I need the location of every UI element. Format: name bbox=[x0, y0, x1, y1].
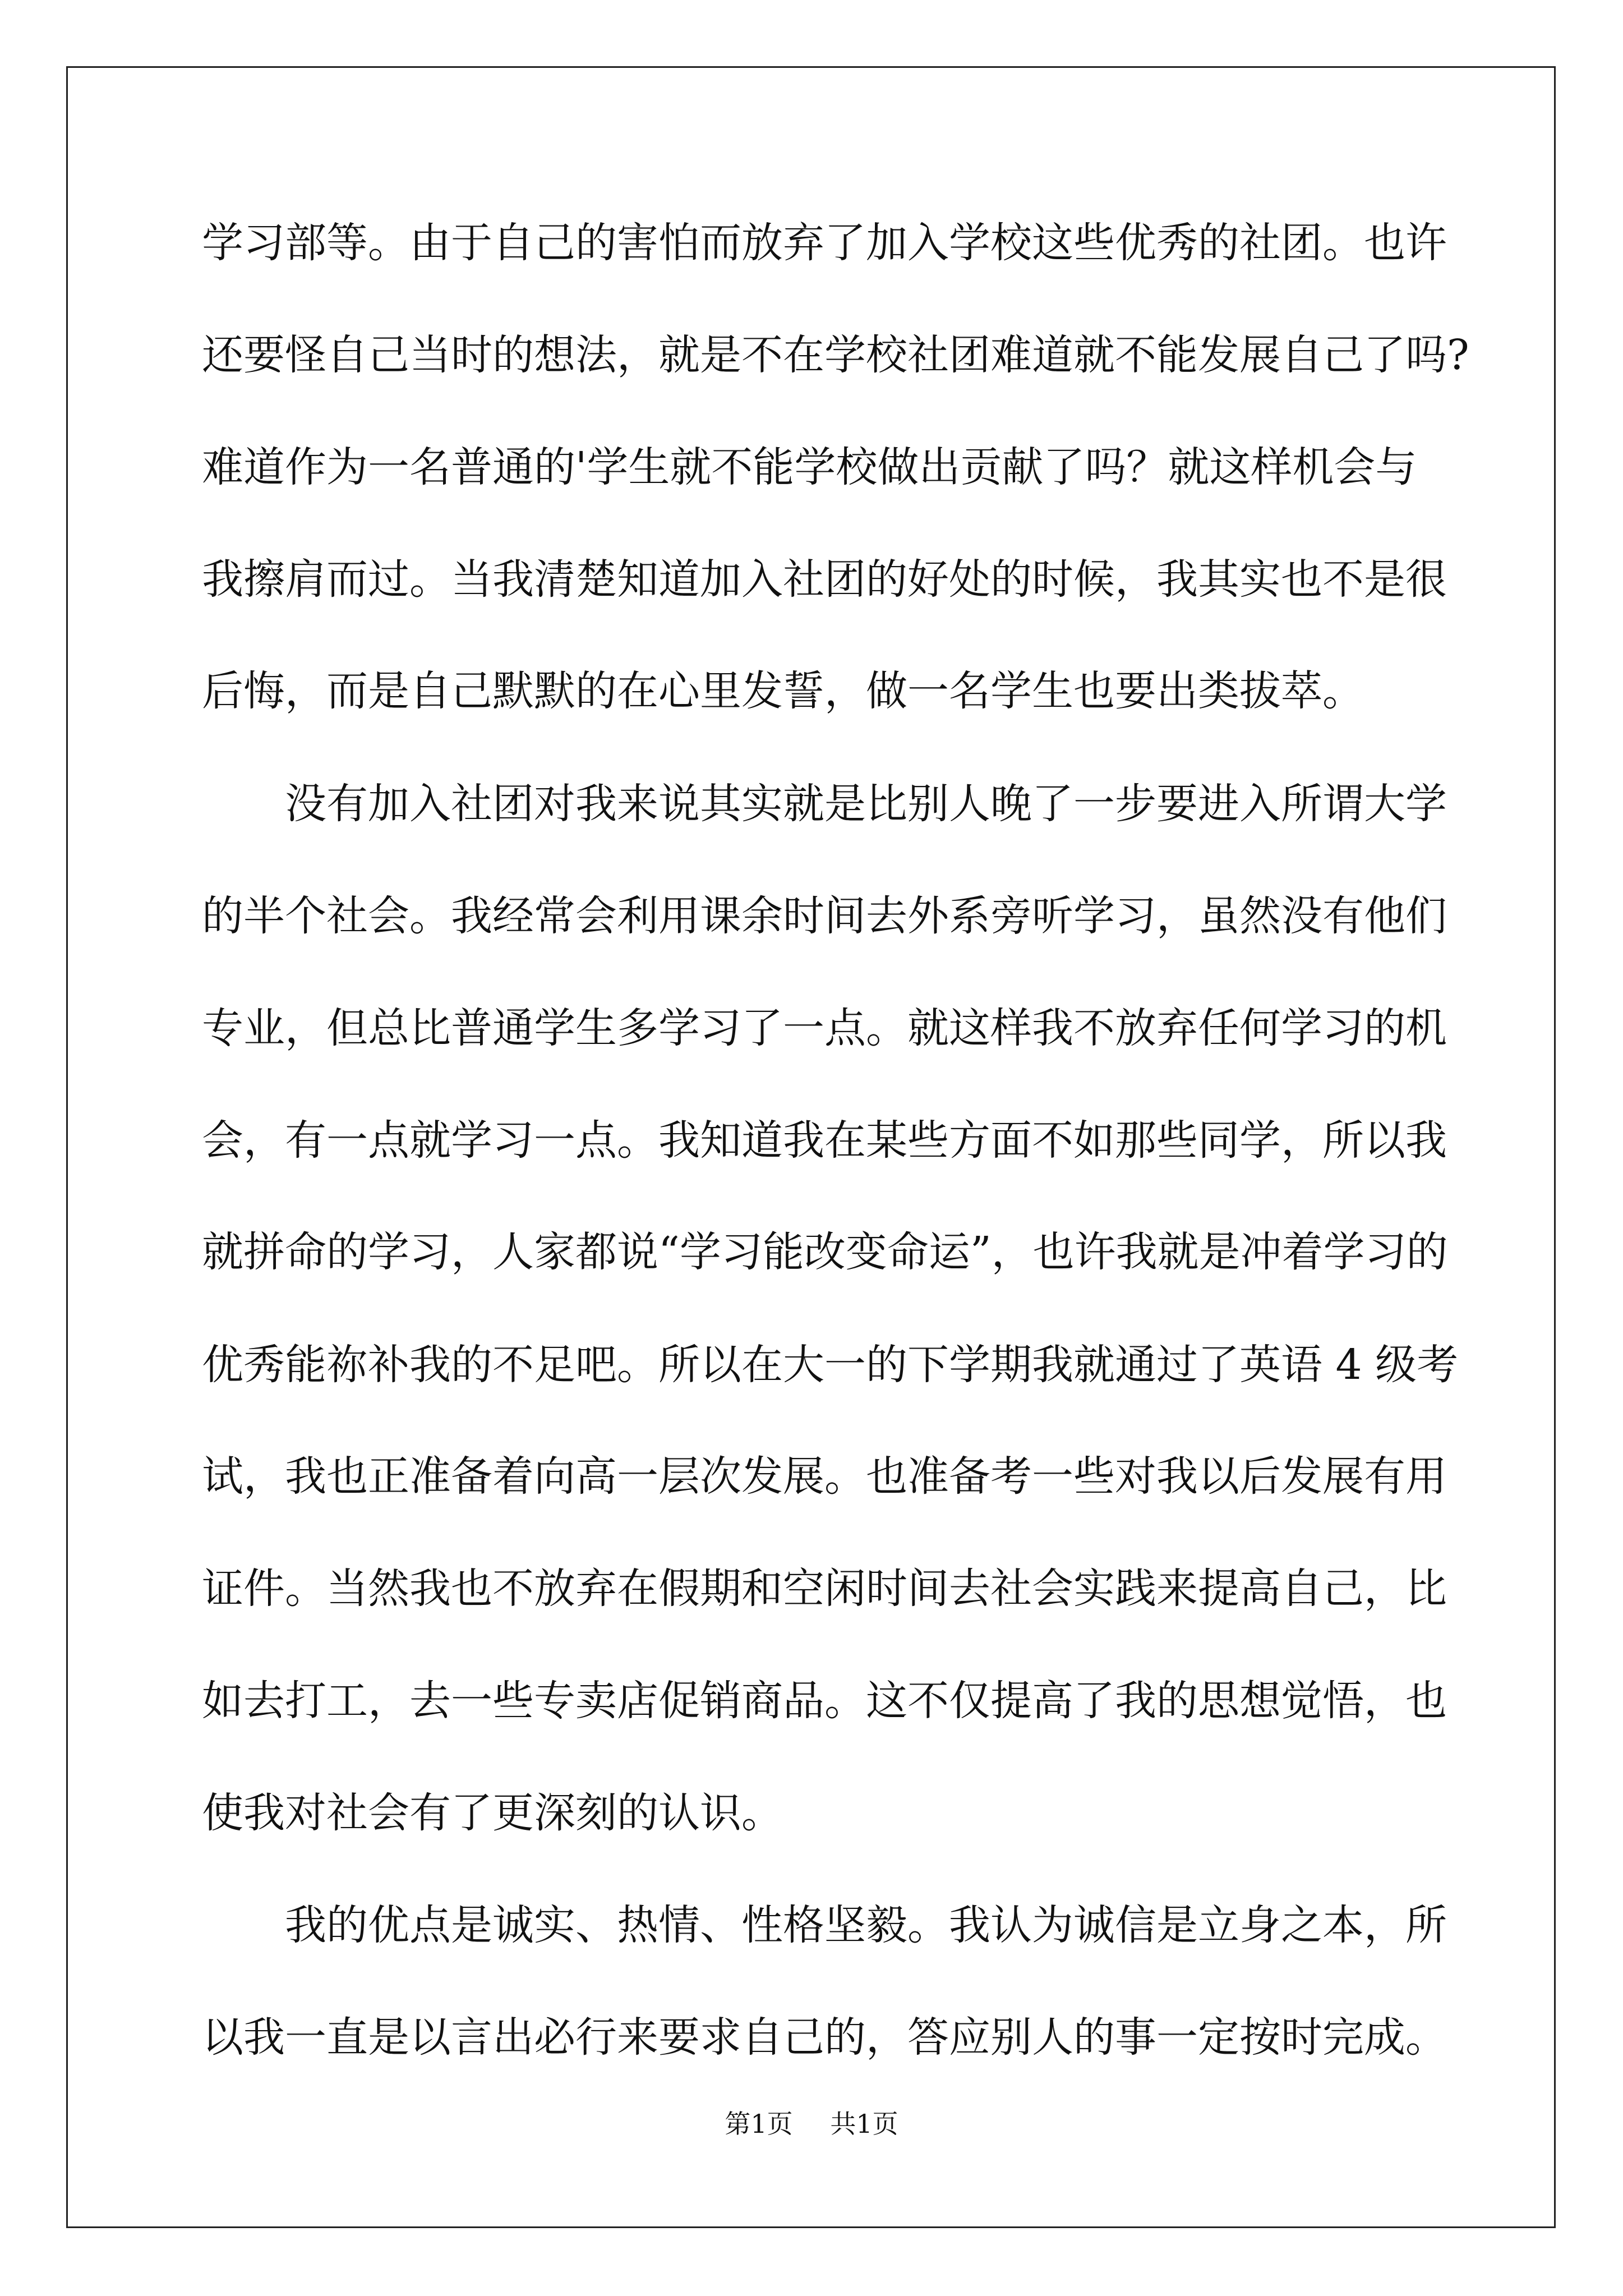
text-line: 如去打工，去一些专卖店促销商品。这不仅提高了我的思想觉悟，也 bbox=[202, 1677, 1447, 1725]
text-line: 试，我也正准备着向高一层次发展。也准备考一些对我以后发展有用 bbox=[202, 1452, 1447, 1501]
text-line: 学习部等。由于自己的害怕而放弃了加入学校这些优秀的社团。也许 bbox=[202, 219, 1447, 267]
page-number: 第1页 bbox=[725, 2109, 793, 2139]
page-footer bbox=[0, 2104, 1623, 2141]
text-line: 使我对社会有了更深刻的认识。 bbox=[202, 1789, 783, 1837]
text-line: 的半个社会。我经常会利用课余时间去外系旁听学习，虽然没有他们 bbox=[202, 892, 1447, 940]
text-line: 就拼命的学习，人家都说“学习能改变命运”，也许我就是冲着学习的 bbox=[202, 1228, 1448, 1276]
text-line: 还要怪自己当时的想法，就是不在学校社团难道就不能发展自己了吗? bbox=[202, 331, 1469, 379]
text-line: 证件。当然我也不放弃在假期和空闲时间去社会实践来提高自己，比 bbox=[202, 1565, 1447, 1613]
page-total: 共1页 bbox=[830, 2109, 898, 2139]
text-line: 专业，但总比普通学生多学习了一点。就这样我不放弃任何学习的机 bbox=[202, 1004, 1447, 1052]
text-line: 优秀能祢补我的不足吧。所以在大一的下学期我就通过了英语 4 级考 bbox=[202, 1341, 1459, 1389]
text-line: 会，有一点就学习一点。我知道我在某些方面不如那些同学，所以我 bbox=[202, 1116, 1447, 1165]
text-line: 后悔，而是自己默默的在心里发誓，做一名学生也要出类拔萃。 bbox=[202, 667, 1364, 715]
text-line: 我擦肩而过。当我清楚知道加入社团的好处的时候，我其实也不是很 bbox=[202, 555, 1447, 604]
text-line: 我的优点是诚实、热情、性格坚毅。我认为诚信是立身之本，所 bbox=[285, 1901, 1447, 1949]
text-line: 难道作为一名普通的'学生就不能学校做出贡献了吗？就这样机会与 bbox=[202, 443, 1417, 491]
text-line: 没有加入社团对我来说其实就是比别人晚了一步要进入所谓大学 bbox=[285, 780, 1447, 828]
text-line: 以我一直是以言出必行来要求自己的，答应别人的事一定按时完成。 bbox=[202, 2013, 1447, 2062]
